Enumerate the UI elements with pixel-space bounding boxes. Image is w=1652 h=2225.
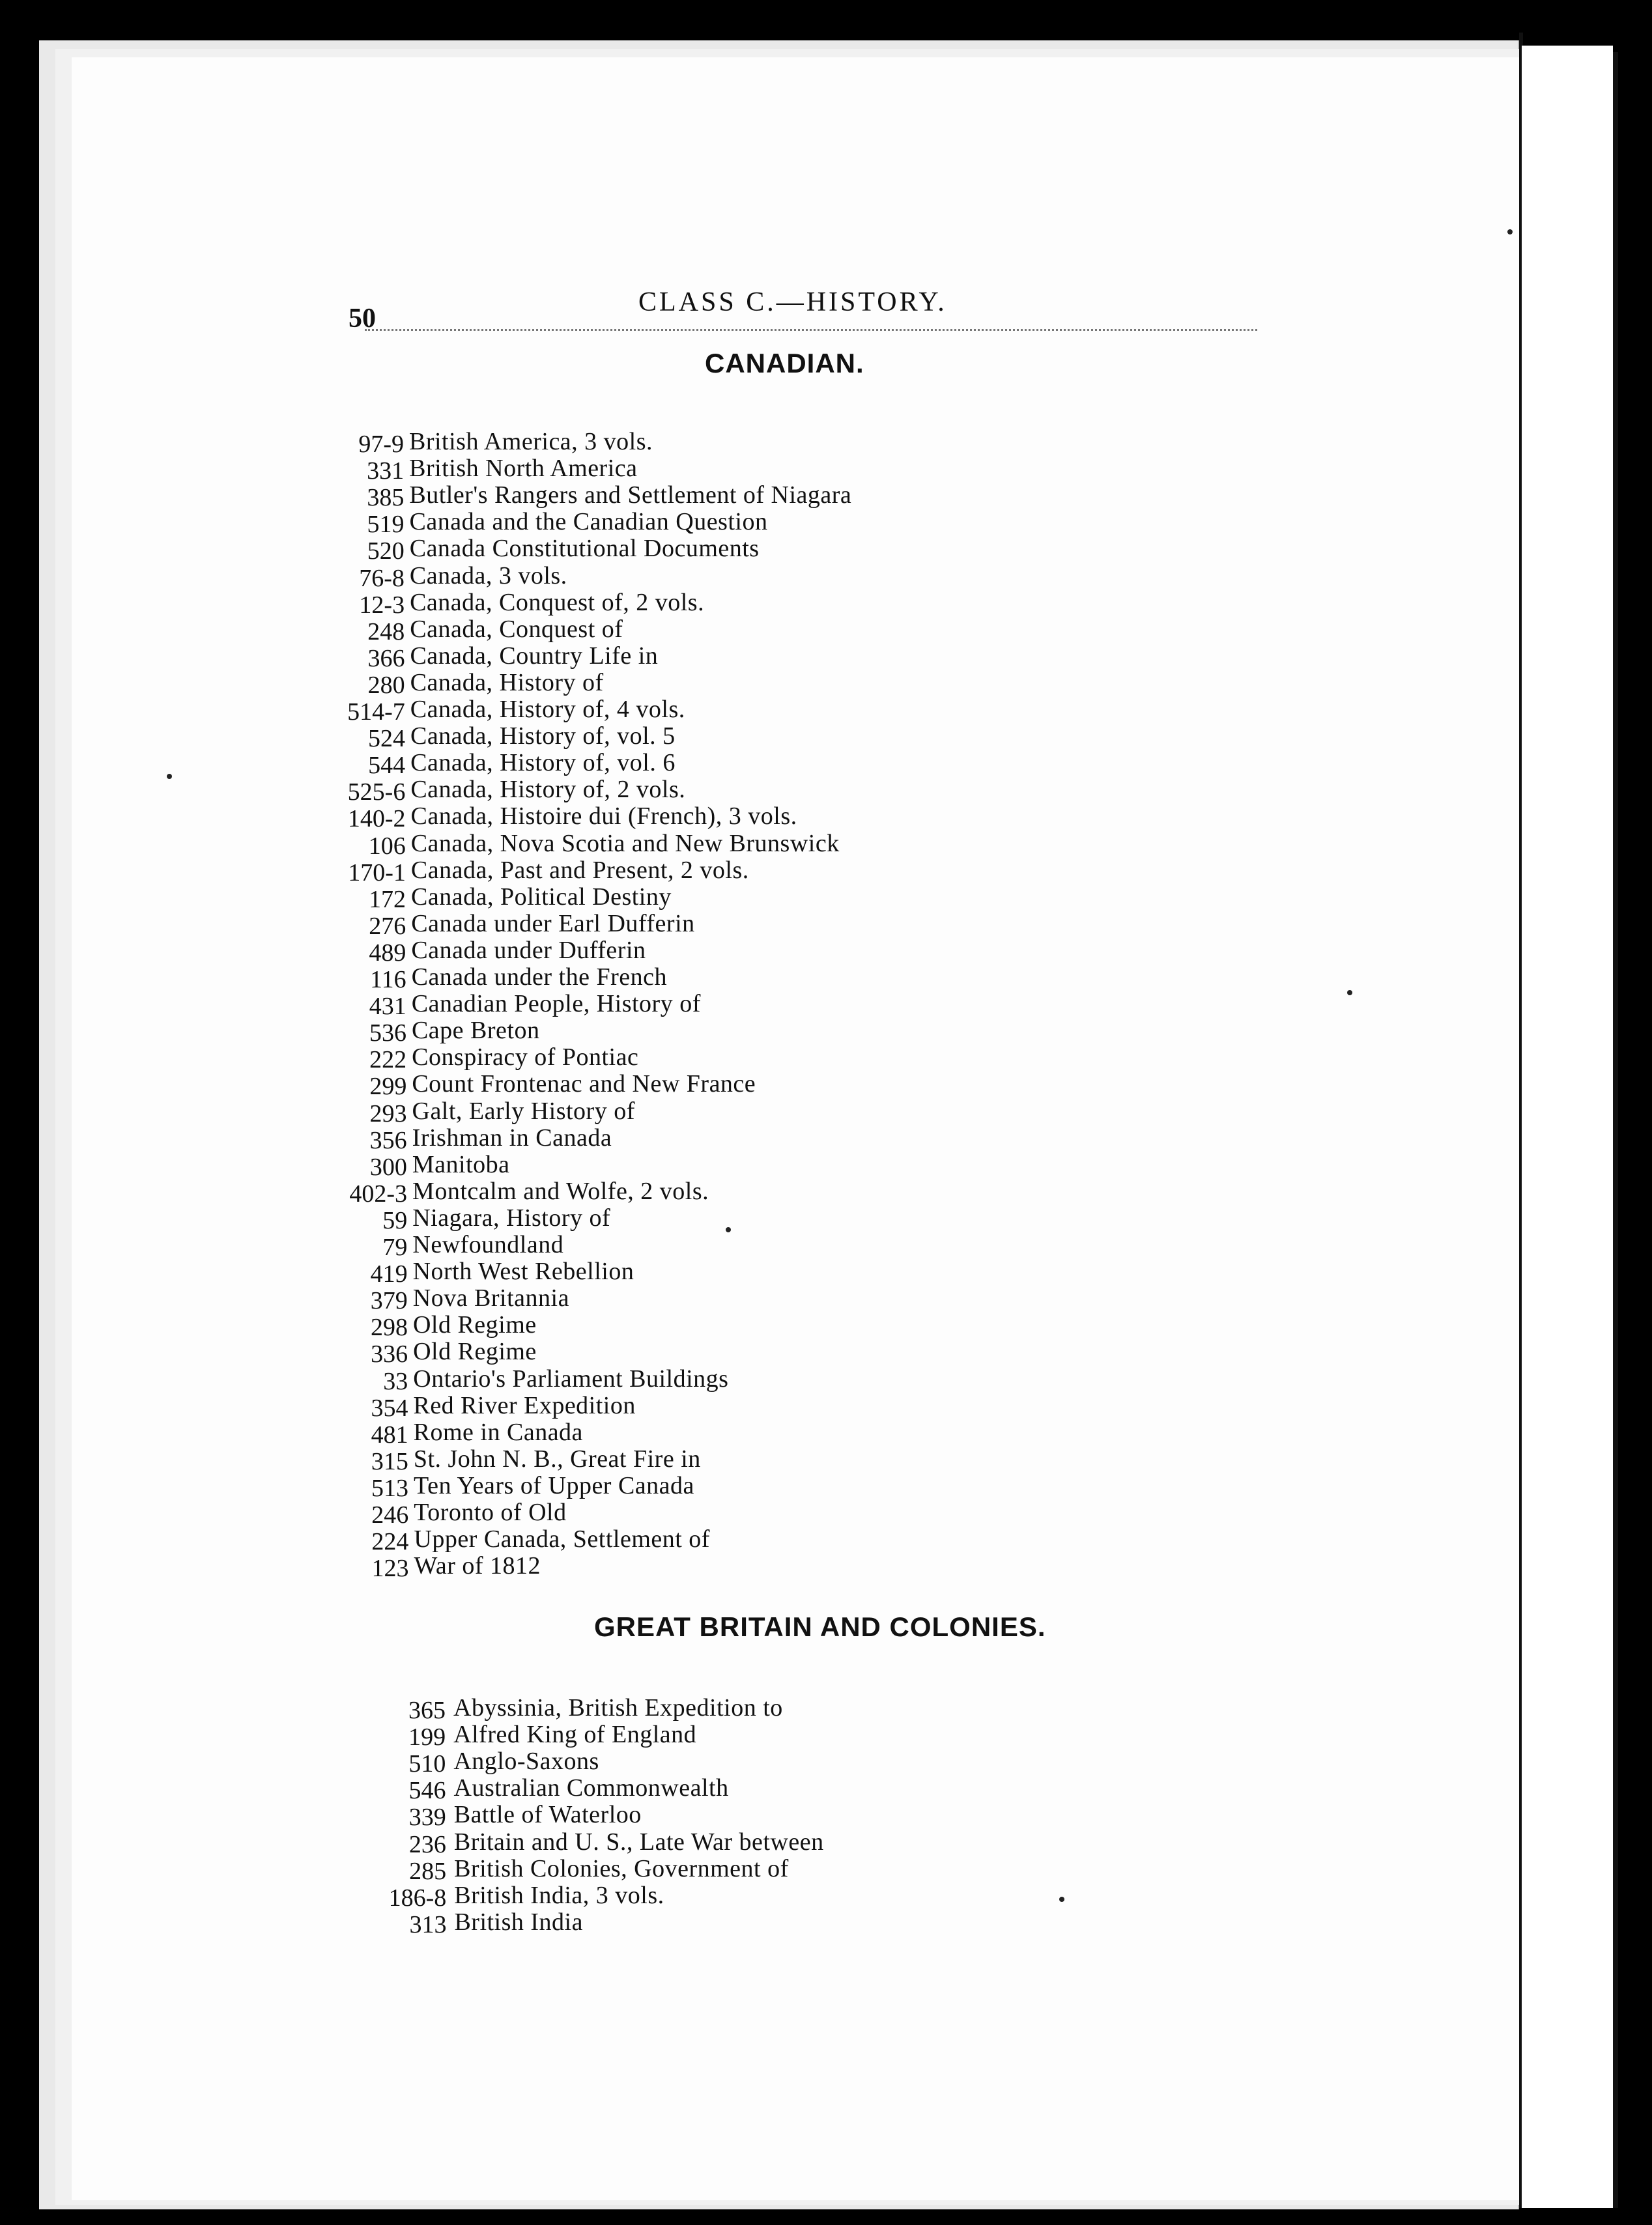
entry-number: 248 xyxy=(367,617,405,645)
entry-title: Canada under Dufferin xyxy=(411,936,646,964)
entry-title: Old Regime xyxy=(413,1338,537,1366)
entry-title: Canada under the French xyxy=(411,963,668,991)
entry-number: 331 xyxy=(367,457,405,485)
entry-number: 544 xyxy=(368,752,406,780)
entry-title: Canada and the Canadian Question xyxy=(409,508,768,536)
entry-title: Ten Years of Upper Canada xyxy=(414,1471,694,1499)
entry-title: Canada, Conquest of, 2 vols. xyxy=(410,588,705,616)
entry-number: 365 xyxy=(408,1697,446,1724)
entry-title: Abyssinia, British Expedition to xyxy=(453,1694,783,1722)
entry-title: War of 1812 xyxy=(414,1552,541,1580)
entry-number: 116 xyxy=(370,966,406,993)
section-title-great-britain: GREAT BRITAIN AND COLONIES. xyxy=(594,1611,1046,1642)
entry-title: Irishman in Canada xyxy=(412,1124,612,1152)
entry-number: 520 xyxy=(367,537,405,565)
entry-number: 300 xyxy=(369,1153,407,1181)
entry-title: Old Regime xyxy=(412,1311,537,1339)
entry-title: Canada, History of, vol. 6 xyxy=(410,749,676,777)
entry-title: Canada, 3 vols. xyxy=(409,561,567,589)
entry-number: 431 xyxy=(369,993,406,1021)
entry-title: British North America xyxy=(409,455,638,483)
entry-title: Newfoundland xyxy=(412,1231,564,1258)
entry-number: 76-8 xyxy=(359,564,405,592)
entry-title: Ontario's Parliament Buildings xyxy=(413,1365,729,1393)
entry-number: 276 xyxy=(369,912,406,940)
entry-number: 336 xyxy=(371,1340,408,1368)
entry-number: 33 xyxy=(383,1367,408,1395)
entry-number: 489 xyxy=(369,939,406,967)
entry-title: Count Frontenac and New France xyxy=(412,1070,756,1098)
entry-number: 513 xyxy=(371,1474,409,1502)
entry-title: Cape Breton xyxy=(411,1017,540,1045)
entry-title: Anglo-Saxons xyxy=(453,1748,599,1776)
entry-title: British India, 3 vols. xyxy=(454,1881,664,1909)
entry-number: 339 xyxy=(408,1804,446,1832)
page-number: 50 xyxy=(349,304,376,333)
entry-title: Canadian People, History of xyxy=(411,990,701,1018)
scan-speck xyxy=(1507,229,1513,234)
entry-number: 246 xyxy=(371,1501,409,1529)
entry-title: Canada, History of xyxy=(410,668,604,696)
entry-number: 224 xyxy=(371,1528,409,1556)
entry-title: British America, 3 vols. xyxy=(409,428,653,455)
entry-number: 186-8 xyxy=(388,1884,447,1912)
facing-page-edge xyxy=(1522,46,1613,2208)
entry-title: Canada, Past and Present, 2 vols. xyxy=(410,856,749,884)
entry-number: 514-7 xyxy=(347,698,405,726)
entry-number: 510 xyxy=(408,1750,446,1778)
entry-number: 385 xyxy=(367,484,405,512)
entry-number: 59 xyxy=(382,1206,408,1234)
entry-title: Canada, History of, vol. 5 xyxy=(410,722,676,750)
entry-title: Galt, Early History of xyxy=(412,1097,635,1125)
entry-title: Canada, Conquest of xyxy=(410,615,623,643)
entry-title: St. John N. B., Great Fire in xyxy=(413,1445,701,1473)
entry-title: Rome in Canada xyxy=(413,1418,583,1446)
entry-number: 140-2 xyxy=(347,805,406,833)
entry-title: Britain and U. S., Late War between xyxy=(453,1828,824,1856)
entry-number: 354 xyxy=(371,1394,408,1422)
entry-title: Canada, Nova Scotia and New Brunswick xyxy=(410,829,840,857)
entry-number: 481 xyxy=(371,1421,408,1449)
entry-title: Australian Commonwealth xyxy=(453,1774,729,1802)
entry-title: Canada, History of, 4 vols. xyxy=(410,696,685,723)
entry-number: 419 xyxy=(370,1260,408,1288)
entry-title: Canada, History of, 2 vols. xyxy=(410,776,686,804)
entry-title: Canada under Earl Dufferin xyxy=(411,909,695,937)
entry-title: North West Rebellion xyxy=(412,1258,634,1286)
entry-title: Toronto of Old xyxy=(414,1499,567,1526)
entry-title: Canada, Histoire dui (French), 3 vols. xyxy=(410,802,797,830)
entry-number: 170-1 xyxy=(348,858,406,886)
header-rule xyxy=(365,329,1257,331)
entry-number: 313 xyxy=(409,1910,447,1938)
scan-speck xyxy=(1347,990,1352,995)
entry-number: 299 xyxy=(369,1073,407,1101)
scan-speck xyxy=(726,1227,731,1232)
entry-title: Conspiracy of Pontiac xyxy=(412,1043,639,1071)
entry-number: 199 xyxy=(408,1723,446,1751)
entry-title: Canada, Political Destiny xyxy=(411,883,672,911)
entry-number: 546 xyxy=(408,1777,446,1805)
entry-title: Niagara, History of xyxy=(412,1204,611,1232)
entry-number: 366 xyxy=(367,644,405,672)
entry-number: 12-3 xyxy=(359,591,405,619)
binding-shadow xyxy=(1613,52,1618,2208)
entry-number: 379 xyxy=(370,1287,408,1315)
entry-title: British India xyxy=(454,1908,583,1936)
entry-number: 402-3 xyxy=(349,1180,408,1208)
entry-title: Montcalm and Wolfe, 2 vols. xyxy=(412,1177,709,1205)
entry-number: 97-9 xyxy=(358,431,404,458)
entry-number: 285 xyxy=(409,1857,447,1885)
entry-number: 79 xyxy=(382,1234,408,1261)
running-head: CLASS C.—HISTORY. xyxy=(638,287,947,317)
entry-title: Alfred King of England xyxy=(453,1721,697,1749)
entry-title: Nova Britannia xyxy=(412,1284,569,1312)
entry-number: 525-6 xyxy=(347,778,406,806)
entry-number: 236 xyxy=(408,1830,446,1858)
entry-number: 172 xyxy=(369,885,406,913)
entry-number: 315 xyxy=(371,1447,408,1475)
section-title-canadian: CANADIAN. xyxy=(705,348,864,378)
entry-number: 536 xyxy=(369,1019,406,1047)
entry-title: Upper Canada, Settlement of xyxy=(414,1525,710,1553)
entry-title: Butler's Rangers and Settlement of Niagara xyxy=(409,481,852,509)
entry-number: 222 xyxy=(369,1046,407,1074)
scan-speck xyxy=(1059,1897,1064,1902)
entry-number: 123 xyxy=(371,1555,409,1583)
entry-number: 106 xyxy=(368,832,406,860)
entry-number: 356 xyxy=(369,1126,407,1154)
entry-title: Battle of Waterloo xyxy=(453,1801,642,1829)
entry-title: Red River Expedition xyxy=(413,1391,636,1419)
entry-title: British Colonies, Government of xyxy=(454,1854,789,1882)
entry-number: 280 xyxy=(367,671,405,699)
entry-number: 298 xyxy=(370,1314,408,1342)
scan-speck xyxy=(167,774,172,779)
entry-number: 524 xyxy=(367,725,405,753)
entry-title: Manitoba xyxy=(412,1150,510,1178)
entry-number: 519 xyxy=(367,511,405,539)
entry-title: Canada Constitutional Documents xyxy=(409,535,760,563)
entry-number: 293 xyxy=(369,1099,407,1127)
entry-title: Canada, Country Life in xyxy=(410,642,659,670)
